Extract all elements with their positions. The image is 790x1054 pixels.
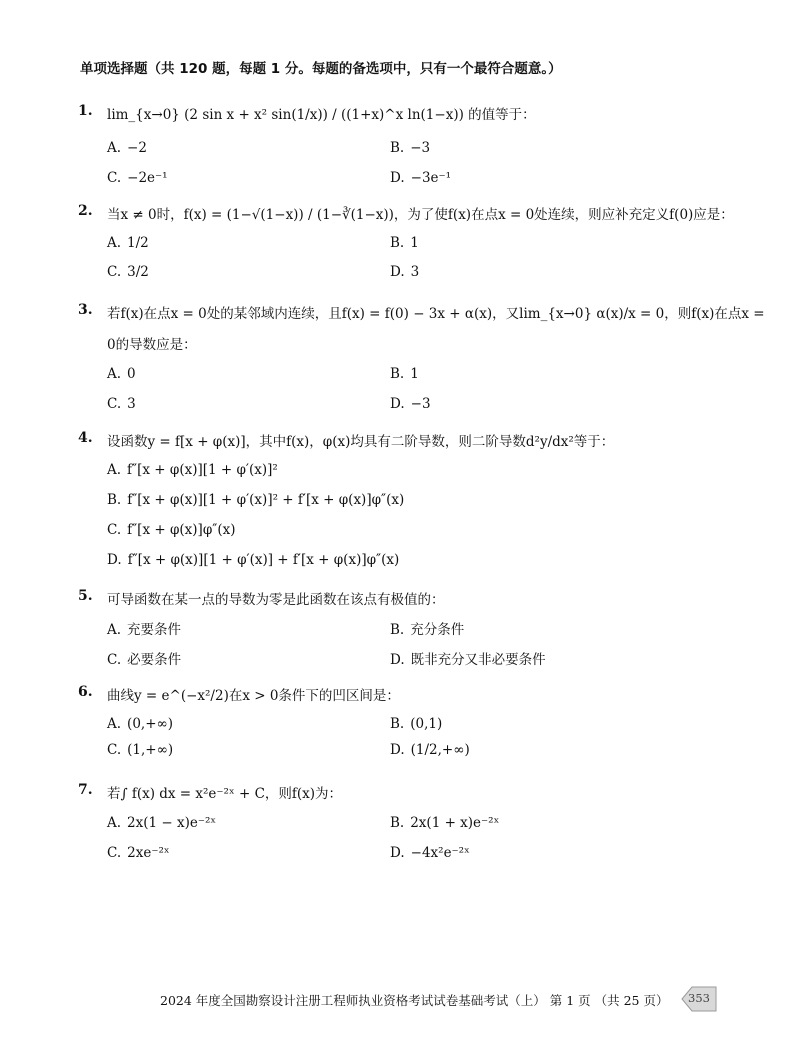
option-b: B. −3 xyxy=(390,140,431,156)
question-text-continued: 0的导数应是： xyxy=(107,337,197,353)
option-c: C. 3/2 xyxy=(107,264,149,280)
option-a: A. f″[x + φ(x)][1 + φ′(x)]² xyxy=(107,462,278,478)
question-number: 1. xyxy=(78,103,93,119)
option-c: C. 3 xyxy=(107,396,136,412)
page-footer: 2024 年度全国勘察设计注册工程师执业资格考试试卷基础考试（上） 第 1 页 （共 25 页） xyxy=(160,993,669,1008)
question-number: 2. xyxy=(78,203,93,219)
option-a: A. 2x(1 − x)e⁻²ˣ xyxy=(107,815,217,831)
option-d: D. f″[x + φ(x)][1 + φ′(x)] + f′[x + φ(x)]φ″(x) xyxy=(107,552,400,568)
option-d: D. −3e⁻¹ xyxy=(390,170,452,186)
option-a: A. −2 xyxy=(107,140,147,156)
option-d: D. −3 xyxy=(390,396,431,412)
option-a: A. 1/2 xyxy=(107,235,149,251)
question-number: 6. xyxy=(78,684,93,700)
option-d: D. (1/2,+∞) xyxy=(390,742,470,758)
question-text: 可导函数在某一点的导数为零是此函数在该点有极值的： xyxy=(107,592,445,608)
option-c: C. 必要条件 xyxy=(107,652,182,668)
question-number: 7. xyxy=(78,782,93,798)
question-number: 3. xyxy=(78,302,93,318)
page-number: 353 xyxy=(688,991,710,1005)
question-number: 4. xyxy=(78,430,93,446)
option-c: C. 2xe⁻²ˣ xyxy=(107,845,170,861)
option-b: B. (0,1) xyxy=(390,716,443,732)
option-a: A. 充要条件 xyxy=(107,622,182,638)
section-instructions: 单项选择题（共 120 题，每题 1 分。每题的备选项中，只有一个最符合题意。） xyxy=(80,61,562,77)
question-text: 当x ≠ 0时，f(x) = (1−√(1−x)) / (1−∛(1−x))，为了使f(x)在点x = 0处连续，则应补充定义f(0)应是： xyxy=(107,207,734,223)
option-d: D. 3 xyxy=(390,264,420,280)
question-text: 若f(x)在点x = 0处的某邻域内连续，且f(x) = f(0) − 3x + α(x)，又lim_{x→0} α(x)/x = 0，则f(x)在点x = xyxy=(107,306,765,322)
option-d: D. 既非充分又非必要条件 xyxy=(390,652,546,668)
option-a: A. 0 xyxy=(107,366,136,382)
question-text: 设函数y = f[x + φ(x)]，其中f(x)，φ(x)均具有二阶导数，则二阶导数d²y/dx²等于： xyxy=(107,434,615,450)
option-b: B. 充分条件 xyxy=(390,622,465,638)
option-c: C. f″[x + φ(x)]φ″(x) xyxy=(107,522,236,538)
option-a: A. (0,+∞) xyxy=(107,716,174,732)
option-c: C. (1,+∞) xyxy=(107,742,174,758)
question-text: 曲线y = e^(−x²/2)在x > 0条件下的凹区间是： xyxy=(107,688,400,704)
question-text: 若∫ f(x) dx = x²e⁻²ˣ + C，则f(x)为： xyxy=(107,786,343,802)
option-b: B. 1 xyxy=(390,235,419,251)
option-d: D. −4x²e⁻²ˣ xyxy=(390,845,470,861)
option-c: C. −2e⁻¹ xyxy=(107,170,168,186)
option-b: B. 1 xyxy=(390,366,419,382)
question-text: lim_{x→0} (2 sin x + x² sin(1/x)) / ((1+x)^x ln(1−x)) 的值等于： xyxy=(107,107,536,123)
question-number: 5. xyxy=(78,588,93,604)
option-b: B. f″[x + φ(x)][1 + φ′(x)]² + f′[x + φ(x)]φ″(x) xyxy=(107,492,405,508)
page-number-badge xyxy=(680,985,718,1013)
option-b: B. 2x(1 + x)e⁻²ˣ xyxy=(390,815,500,831)
